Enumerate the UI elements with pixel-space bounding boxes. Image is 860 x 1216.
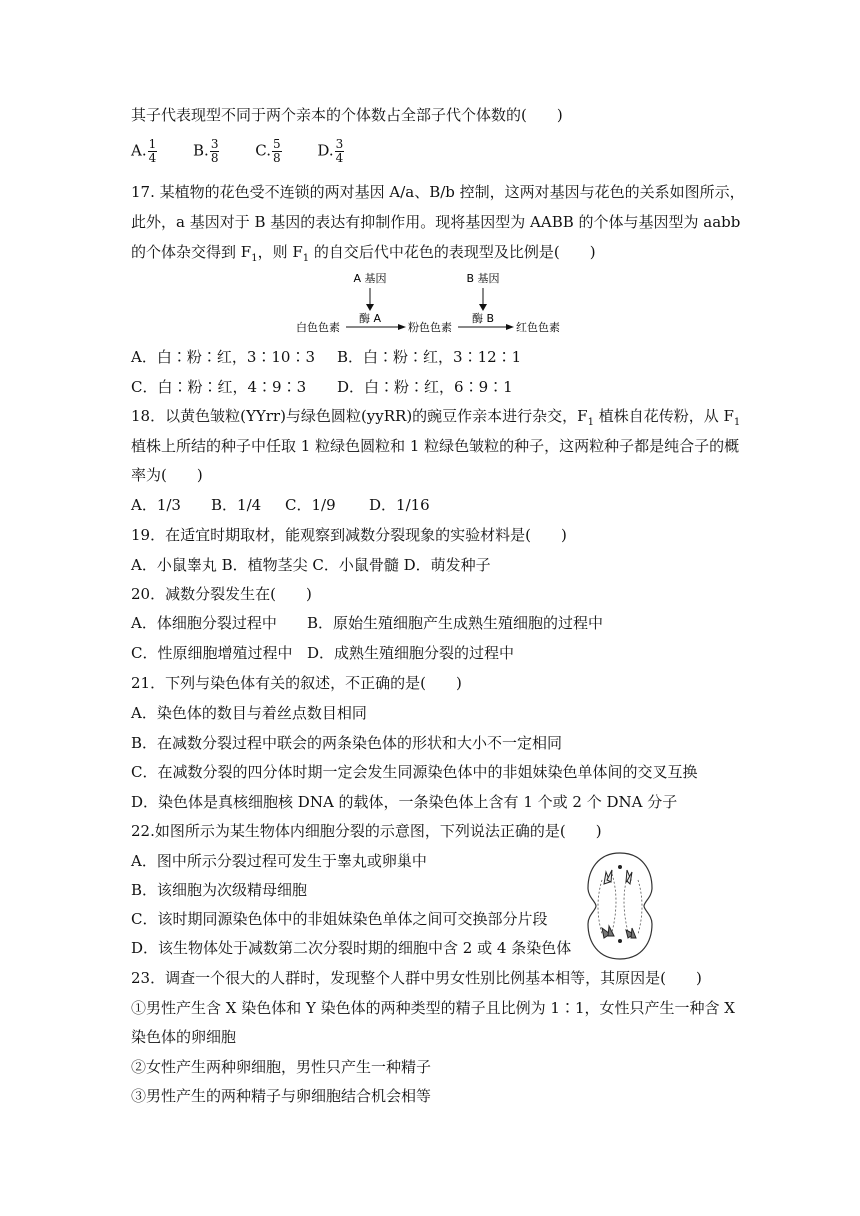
q20-options-row1	[131, 613, 603, 633]
q17-stem-line2: 此外，a 基因对于 B 基因的表达有抑制作用。现将基因型为 AABB 的个体与基因型为 aabb	[131, 213, 741, 231]
q17-stem-line1: 17. 某植物的花色受不连锁的两对基因 A/a、B/b 控制，这两对基因与花色的关系如图所示，	[131, 183, 745, 201]
q17-option-c: C．白∶粉∶红，4∶9∶3	[131, 378, 307, 396]
q23-stem: 23．调查一个很大的人群时，发现整个人群中男女性别比例基本相等，其原因是( )	[131, 969, 702, 987]
q18-stem-line3: 率为( )	[131, 466, 203, 484]
q20-stem: 20．减数分裂发生在( )	[131, 585, 312, 603]
q17-option-a: A．白∶粉∶红，3∶10∶3	[131, 348, 316, 366]
q20-options-row2	[131, 643, 514, 663]
white-pigment-label: 白色色素	[296, 321, 340, 334]
q20-option-c: C．性原细胞增殖过程中	[131, 644, 293, 662]
q17-options-row2	[131, 377, 513, 397]
pigment-pathway-diagram	[290, 266, 580, 338]
q23-statement-2: ②女性产生两种卵细胞，男性只产生一种精子	[131, 1058, 432, 1076]
q21-option-a: A．染色体的数目与着丝点数目相同	[131, 704, 367, 722]
q22-option-d: D．该生物体处于减数第二次分裂时期的细胞中含 2 或 4 条染色体	[131, 939, 572, 957]
q16-options	[131, 138, 375, 165]
q21-option-c: C．在减数分裂的四分体时期一定会发生同源染色体中的非姐妹染色单体间的交叉互换	[131, 763, 698, 781]
q18-options	[131, 495, 430, 515]
q20-option-d: D．成熟生殖细胞分裂的过程中	[307, 644, 515, 662]
q18-option-d: D．1/16	[369, 496, 430, 514]
q20-option-b: B．原始生殖细胞产生成熟生殖细胞的过程中	[307, 614, 604, 632]
q22-stem: 22.如图所示为某生物体内细胞分裂的示意图，下列说法正确的是( )	[131, 822, 602, 840]
gene-b-label: B 基因	[466, 272, 500, 285]
q18-option-c: C．1/9	[285, 496, 336, 514]
enzyme-a-label: 酶 A	[358, 312, 382, 325]
q17-stem-line3: 的个体杂交得到 $F_1$，则 $F_1$ 的自交后代中花色的表现型及比例是( )	[131, 243, 596, 264]
q17-option-b: B．白∶粉∶红，3∶12∶1	[337, 348, 522, 366]
pink-pigment-label: 粉色色素	[408, 321, 452, 334]
q20-option-a: A．体细胞分裂过程中	[131, 614, 277, 632]
q22-option-a: A．图中所示分裂过程可发生于睾丸或卵巢中	[131, 852, 427, 870]
q16-option-b: B. $\frac{3}{8}$	[193, 137, 219, 165]
q16-option-a: A. $\frac{1}{4}$	[131, 137, 157, 165]
q21-option-b: B．在减数分裂过程中联会的两条染色体的形状和大小不一定相同	[131, 734, 563, 752]
q17-option-d: D．白∶粉∶红，6∶9∶1	[337, 378, 513, 396]
q19-options: A．小鼠睾丸 B．植物茎尖 C．小鼠骨髓 D．萌发种子	[131, 556, 491, 574]
q23-statement-3: ③男性产生的两种精子与卵细胞结合机会相等	[131, 1087, 432, 1105]
q18-stem-line1: 18．以黄色皱粒(YYrr)与绿色圆粒(yyRR)的豌豆作亲本进行杂交，$F_1$ 植株自花传粉，从 $F_1$	[131, 407, 741, 428]
q18-option-b: B．1/4	[211, 496, 262, 514]
q22-option-c: C．该时期同源染色体中的非姐妹染色单体之间可交换部分片段	[131, 910, 548, 928]
q21-option-d: D．染色体是真核细胞核 DNA 的载体，一条染色体上含有 1 个或 2 个 DNA 分子	[131, 793, 678, 811]
q16-stem-tail: 其子代表现型不同于两个亲本的个体数占全部子代个体数的( )	[131, 106, 563, 124]
q23-statement-1b: 染色体的卵细胞	[131, 1028, 237, 1046]
q23-statement-1a: ①男性产生含 X 染色体和 Y 染色体的两种类型的精子且比例为 1∶1，女性只产生一种含 X	[131, 999, 735, 1017]
q18-option-a: A．1/3	[131, 496, 181, 514]
q22-option-b: B．该细胞为次级精母细胞	[131, 881, 308, 899]
cell-division-diagram	[582, 850, 658, 962]
q17-options-row1	[131, 347, 521, 367]
q16-option-c: C. $\frac{5}{8}$	[255, 137, 281, 165]
enzyme-b-label: 酶 B	[471, 312, 495, 325]
red-pigment-label: 红色色素	[516, 321, 560, 334]
q19-stem: 19．在适宜时期取材，能观察到减数分裂现象的实验材料是( )	[131, 526, 567, 544]
q21-stem: 21．下列与染色体有关的叙述，不正确的是( )	[131, 674, 462, 692]
gene-a-label: A 基因	[353, 272, 387, 285]
q16-option-d: D. $\frac{3}{4}$	[317, 137, 344, 165]
q18-stem-line2: 植株上所结的种子中任取 1 粒绿色圆粒和 1 粒绿色皱粒的种子，这两粒种子都是纯合子的概	[131, 437, 740, 455]
